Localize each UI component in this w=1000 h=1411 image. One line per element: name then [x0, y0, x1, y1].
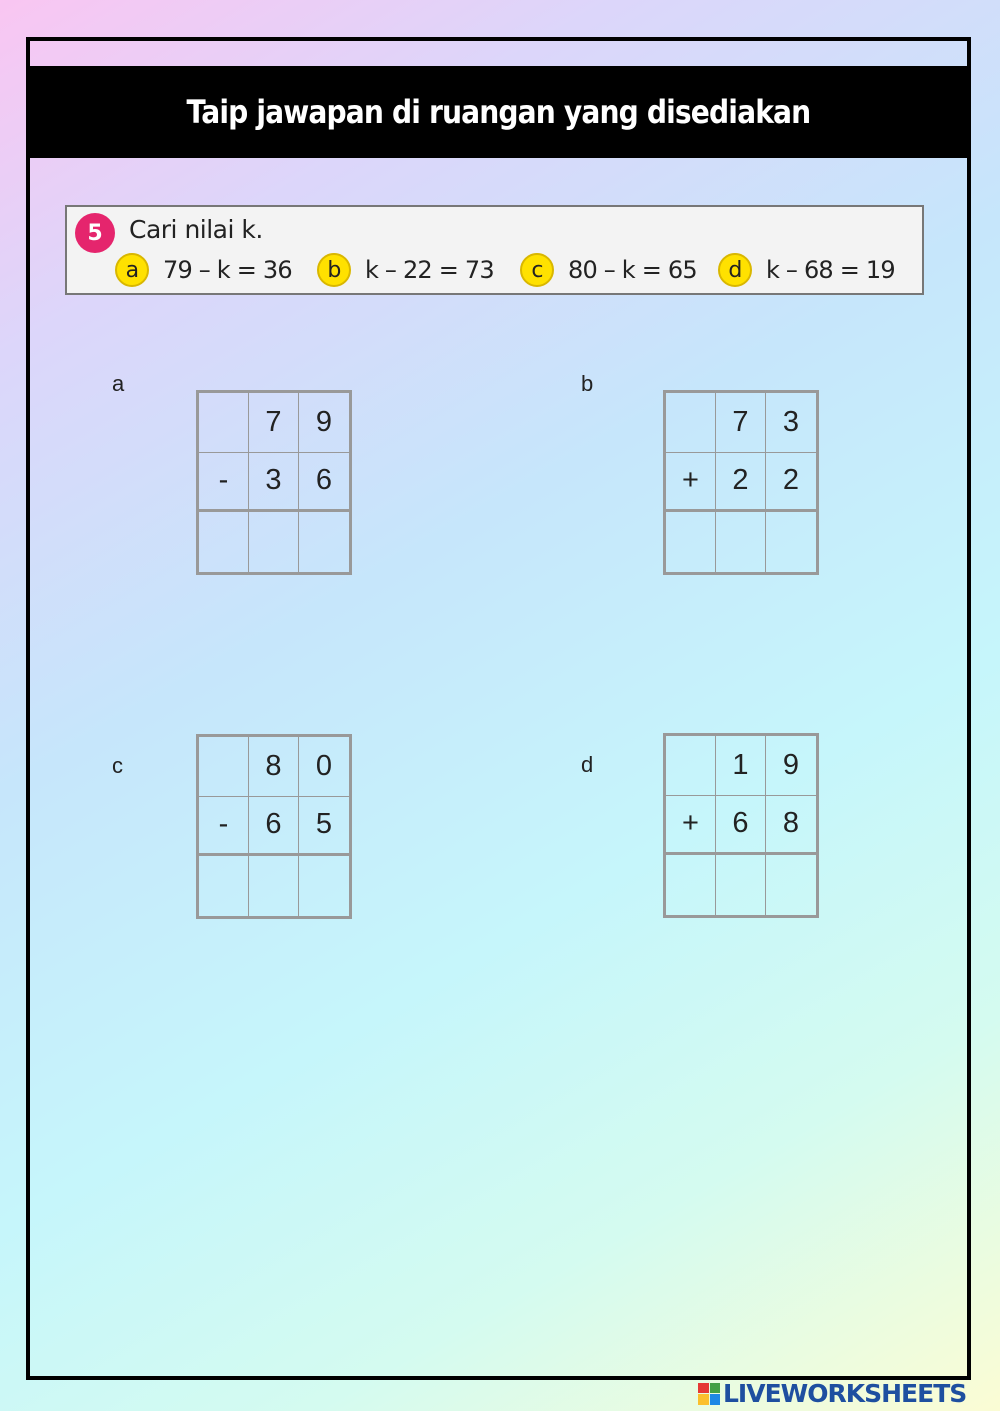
question-letter: b [317, 253, 351, 287]
liveworksheets-brand[interactable] [698, 1379, 966, 1408]
grid-cell: 5 [299, 797, 349, 857]
question-number-badge: 5 [75, 213, 115, 253]
question-letter: d [718, 253, 752, 287]
answer-input[interactable] [766, 512, 816, 572]
grid-cell: 8 [766, 796, 816, 856]
answer-cell [716, 512, 766, 572]
grid-cell: 6 [716, 796, 766, 856]
addition-grid-d [663, 733, 819, 918]
liveworksheets-logo-icon [698, 1383, 720, 1405]
grid-cell: 7 [249, 393, 299, 453]
operator-cell: + [666, 453, 716, 513]
question-equation: k – 68 = 19 [766, 256, 895, 284]
answer-input[interactable] [249, 512, 298, 572]
grid-cell: 7 [716, 393, 766, 453]
answer-cell [249, 856, 299, 916]
subtraction-grid-c [196, 734, 352, 919]
answer-cell [299, 512, 349, 572]
part-label-c: c [112, 753, 123, 778]
question-item-d [718, 253, 895, 287]
question-equation: 80 – k = 65 [568, 256, 697, 284]
answer-input[interactable] [666, 512, 715, 572]
answer-cell [766, 855, 816, 915]
grid-cell: 1 [716, 736, 766, 796]
question-letter: c [520, 253, 554, 287]
page-title: Taip jawapan di ruangan yang disediakan [186, 93, 811, 131]
answer-input[interactable] [299, 512, 349, 572]
grid-cell: 9 [299, 393, 349, 453]
subtraction-grid-a [196, 390, 352, 575]
grid-cell: 2 [766, 453, 816, 513]
addition-grid-b [663, 390, 819, 575]
answer-input[interactable] [716, 855, 765, 915]
answer-input[interactable] [249, 856, 298, 916]
answer-cell [716, 855, 766, 915]
answer-input[interactable] [199, 512, 248, 572]
grid-cell [199, 737, 249, 797]
question-item-c [520, 253, 697, 287]
question-equation: k – 22 = 73 [365, 256, 494, 284]
question-box [65, 205, 924, 295]
grid-cell: 6 [299, 453, 349, 513]
part-label-a: a [112, 371, 125, 396]
answer-cell [299, 856, 349, 916]
answer-cell [199, 856, 249, 916]
grid-cell: 3 [249, 453, 299, 513]
answer-input[interactable] [199, 856, 248, 916]
question-item-a [115, 253, 292, 287]
answer-cell [666, 855, 716, 915]
header-bar [26, 66, 971, 158]
answer-input[interactable] [299, 856, 349, 916]
grid-cell [666, 393, 716, 453]
operator-cell: + [666, 796, 716, 856]
answer-cell [249, 512, 299, 572]
question-item-b [317, 253, 494, 287]
grid-cell: 0 [299, 737, 349, 797]
grid-cell: 3 [766, 393, 816, 453]
answer-input[interactable] [716, 512, 765, 572]
grid-cell [199, 393, 249, 453]
operator-cell: - [199, 797, 249, 857]
grid-cell: 6 [249, 797, 299, 857]
question-prompt: Cari nilai k. [129, 215, 263, 244]
question-equation: 79 – k = 36 [163, 256, 292, 284]
grid-cell: 8 [249, 737, 299, 797]
answer-cell [766, 512, 816, 572]
brand-name: LIVEWORKSHEETS [723, 1379, 967, 1408]
answer-cell [199, 512, 249, 572]
grid-cell [666, 736, 716, 796]
grid-cell: 2 [716, 453, 766, 513]
answer-input[interactable] [766, 855, 816, 915]
grid-cell: 9 [766, 736, 816, 796]
part-label-d: d [581, 752, 594, 777]
operator-cell: - [199, 453, 249, 513]
answer-cell [666, 512, 716, 572]
question-letter: a [115, 253, 149, 287]
part-label-b: b [581, 371, 594, 396]
answer-input[interactable] [666, 855, 715, 915]
